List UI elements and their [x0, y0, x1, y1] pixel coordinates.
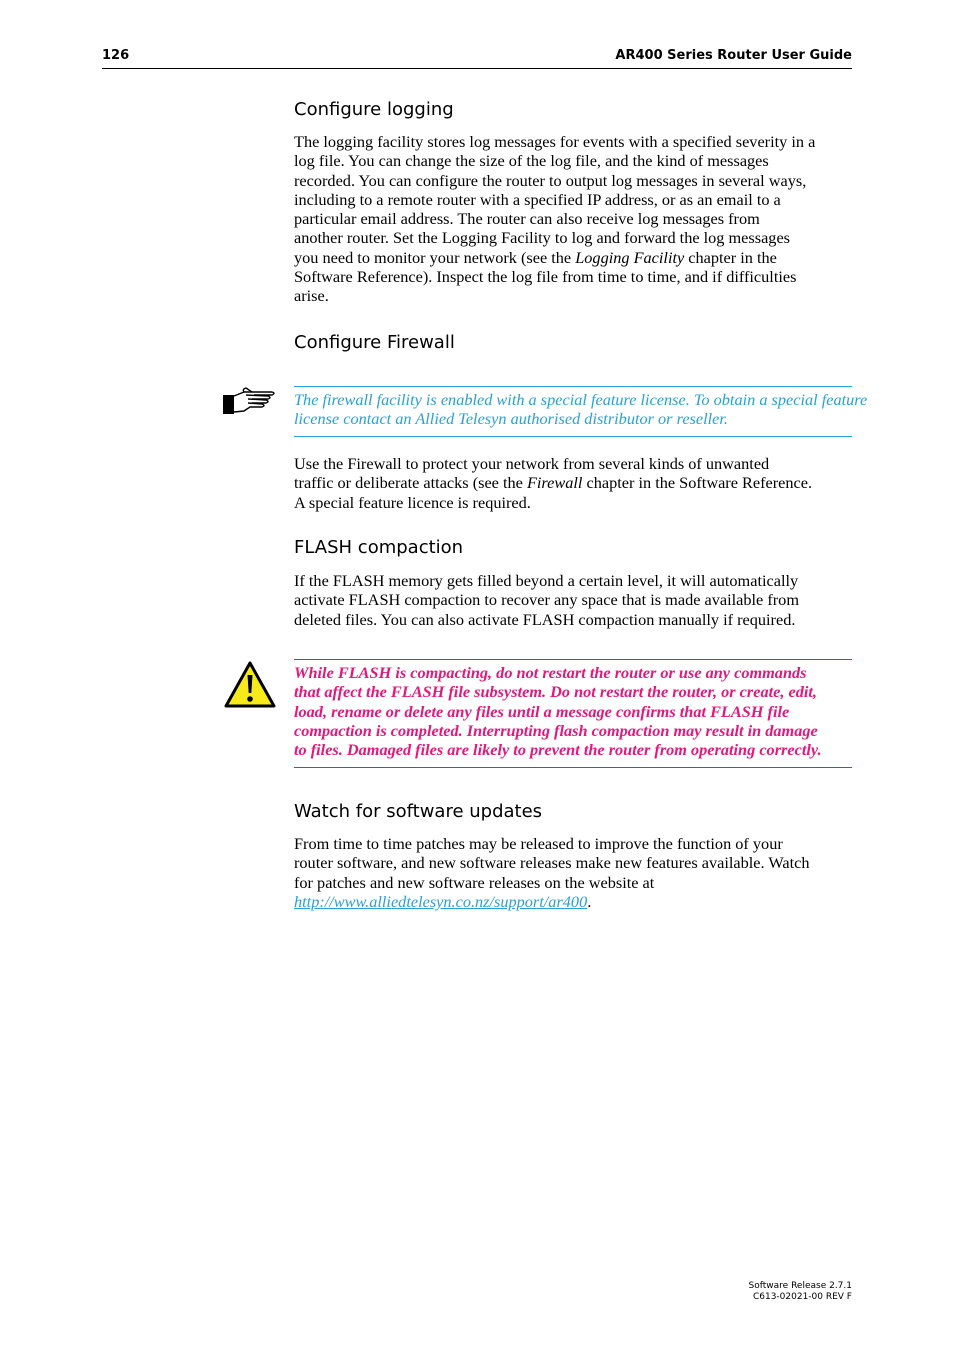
warning-text: [294, 660, 852, 759]
warning-line: to files. Damaged files are likely to prevent the router from operating correctly.: [294, 740, 822, 760]
text-segment: .: [587, 891, 592, 911]
warning-box: [294, 659, 852, 768]
heading-configure-logging: Configure logging: [294, 99, 454, 120]
text-line: Use the Firewall to protect your network from several kinds of unwanted: [294, 454, 770, 473]
text-segment: traffic or deliberate attacks (see the: [294, 473, 527, 493]
text-line: activate FLASH compaction to recover any space that is made available from: [294, 590, 799, 610]
chapter-reference: Firewall: [526, 473, 583, 493]
note-box: [294, 386, 868, 437]
note-line: license contact an Allied Telesyn authorised distributor or reseller.: [294, 409, 728, 429]
text-segment: you need to monitor your network (see the: [294, 247, 576, 267]
page-number: 126: [102, 48, 130, 63]
text-segment: chapter in the: [684, 247, 777, 267]
text-line: recorded. You can configure the router to output log messages in several ways,: [294, 170, 807, 190]
heading-flash-compaction: FLASH compaction: [294, 537, 464, 558]
text-line: another router. Set the Logging Facility to log and forward the log messages: [294, 228, 791, 248]
heading-configure-firewall: Configure Firewall: [294, 332, 455, 353]
warning-line: load, rename or delete any files until a message confirms that FLASH file: [294, 701, 790, 721]
text-line: router software, and new software releases make new features available. Watch: [294, 853, 810, 873]
text-line: particular email address. The router can also receive log messages from: [294, 209, 760, 229]
text-line: From time to time patches may be released to improve the function of your: [294, 834, 783, 853]
paragraph-updates: [294, 834, 854, 911]
paragraph-flash: [294, 571, 854, 629]
text-line: Software Reference). Inspect the log file from time to time, and if difficulties: [294, 267, 797, 287]
support-website-link[interactable]: http://www.alliedtelesyn.co.nz/support/ar400: [294, 891, 588, 911]
warning-line: that affect the FLASH file subsystem. Do not restart the router, or create, edit,: [294, 682, 817, 702]
text-segment: chapter in the Software Reference.: [582, 473, 813, 493]
document-code: C613-02021-00 REV F: [752, 1292, 852, 1302]
text-line: including to a remote router with a specified IP address, or as an email to a: [294, 189, 781, 209]
text-line: for patches and new software releases on the website at: [294, 872, 655, 892]
page-footer: [749, 1281, 852, 1303]
chapter-reference: Logging Facility: [575, 247, 685, 267]
warning-line: While FLASH is compacting, do not restart the router or use any commands: [294, 663, 807, 682]
text-line: A special feature licence is required.: [294, 492, 531, 512]
header-rule: [102, 68, 852, 69]
guide-title: AR400 Series Router User Guide: [615, 48, 852, 63]
page-header: [102, 48, 852, 68]
paragraph-firewall: [294, 454, 854, 512]
text-line: If the FLASH memory gets filled beyond a certain level, it will automatically: [294, 571, 799, 590]
note-line: The firewall facility is enabled with a special feature license. To obtain a special feature: [294, 390, 868, 409]
text-line: The logging facility stores log messages for events with a specified severity in a: [294, 132, 816, 151]
heading-software-updates: Watch for software updates: [294, 801, 543, 822]
text-line: [294, 473, 854, 492]
text-line: [294, 248, 854, 267]
text-line: [294, 892, 854, 911]
pointing-hand-icon: [222, 386, 278, 421]
warning-triangle-icon: [223, 660, 277, 715]
paragraph-logging: [294, 132, 854, 306]
text-line: log file. You can change the size of the log file, and the kind of messages: [294, 151, 769, 171]
warning-line: compaction is completed. Interrupting flash compaction may result in damage: [294, 720, 818, 740]
text-line: deleted files. You can also activate FLASH compaction manually if required.: [294, 609, 796, 629]
text-line: arise.: [294, 286, 329, 306]
software-release: Software Release 2.7.1: [748, 1281, 852, 1291]
note-text: [294, 387, 868, 429]
